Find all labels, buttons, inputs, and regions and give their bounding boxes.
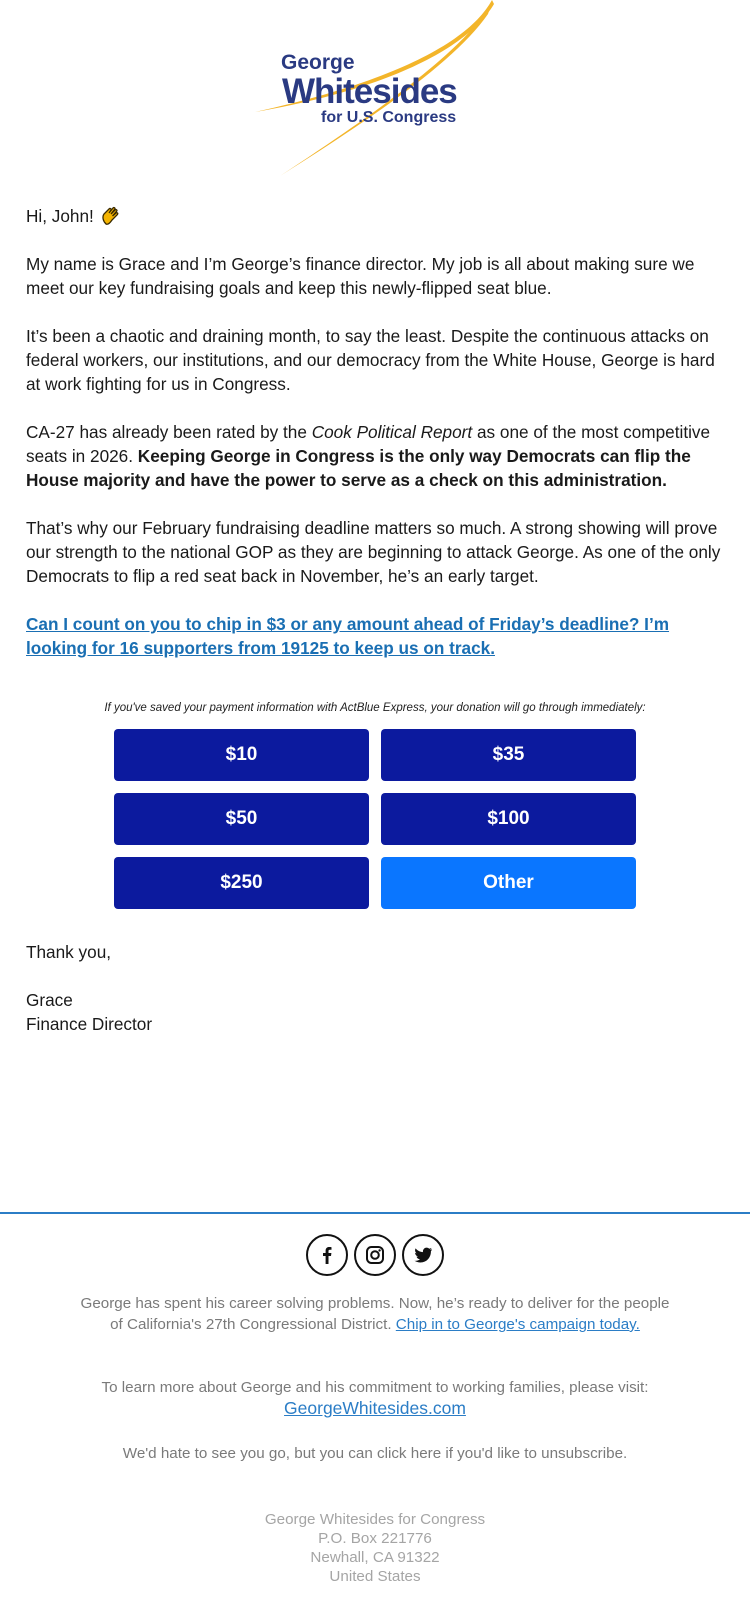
paragraph-intro: My name is Grace and I’m George’s finance director. My job is all about making sure we meet our key fundraising goals and keep this newly-flipped seat blue. xyxy=(26,254,695,298)
donate-250-button[interactable]: $250 xyxy=(114,857,369,909)
unsubscribe-text[interactable]: We'd hate to see you go, but you can click here if you'd like to unsubscribe. xyxy=(122,1445,628,1462)
cta-link[interactable]: Can I count on you to chip in $3 or any amount ahead of Friday’s deadline? I’m looking for 16 supporters from 19125 to keep us on track. xyxy=(26,614,670,658)
email-body xyxy=(26,204,726,684)
footer-learn-text: To learn more about George and his commitment to working families, please visit: xyxy=(101,1379,649,1396)
signoff-thanks: Thank you, xyxy=(26,942,112,962)
logo-line-whitesides: Whitesides xyxy=(282,72,457,111)
instagram-icon[interactable] xyxy=(354,1234,396,1276)
logo-line-george: George xyxy=(281,51,355,74)
address-line-country: United States xyxy=(329,1568,421,1585)
signoff-title: Finance Director xyxy=(26,1014,153,1034)
signoff-name: Grace xyxy=(26,990,73,1010)
paragraph-deadline: That’s why our February fundraising deadline matters so much. A strong showing will prove our strength to the national GOP as they are beginning to attack George. As one of the only Democrats to flip a red seat back in November, he’s an early target. xyxy=(26,518,721,586)
social-links xyxy=(0,1234,750,1276)
footer-learn-more xyxy=(80,1377,670,1420)
paragraph-ratings xyxy=(26,420,726,492)
footer-bio xyxy=(80,1293,670,1335)
ratings-publication: Cook Political Report xyxy=(311,422,473,442)
footer-bio-text: George has spent his career solving problems. Now, he’s ready to deliver for the people of California's 27th Congressional District. xyxy=(80,1295,670,1333)
twitter-icon[interactable] xyxy=(402,1234,444,1276)
website-link[interactable]: GeorgeWhitesides.com xyxy=(284,1398,466,1418)
ratings-bold-text: Keeping George in Congress is the only way Democrats can flip the House majority and have the power to serve as a check on this administration. xyxy=(26,446,691,490)
address-line-org: George Whitesides for Congress xyxy=(264,1511,486,1528)
chip-in-link[interactable]: Chip in to George's campaign today. xyxy=(395,1316,640,1333)
greeting-text: Hi, John! xyxy=(26,206,94,226)
ratings-text-b: as one of the most competitive seats in 2026. xyxy=(26,422,711,466)
facebook-icon[interactable] xyxy=(306,1234,348,1276)
donate-other-button[interactable]: Other xyxy=(381,857,636,909)
paragraph-context: It’s been a chaotic and draining month, to say the least. Despite the continuous attacks on federal workers, our institutions, and our democracy from the White House, George is hard at work fighting for us in Congress. xyxy=(26,326,715,394)
footer-divider xyxy=(0,1212,750,1214)
donate-35-button[interactable]: $35 xyxy=(381,729,636,781)
logo-line-congress: for U.S. Congress xyxy=(321,109,457,126)
campaign-logo[interactable] xyxy=(0,0,750,190)
donate-50-button[interactable]: $50 xyxy=(114,793,369,845)
ratings-text-a: CA-27 has already been rated by the xyxy=(26,422,312,442)
actblue-express-note: If you've saved your payment information with ActBlue Express, your donation will go through immediately: xyxy=(104,702,646,714)
signoff xyxy=(26,940,152,1036)
cta-paragraph xyxy=(26,612,726,660)
address-line-pobox: P.O. Box 221776 xyxy=(318,1530,432,1547)
donate-100-button[interactable]: $100 xyxy=(381,793,636,845)
waving-hand-icon xyxy=(100,205,122,227)
email-header xyxy=(0,0,750,190)
mailing-address xyxy=(0,1510,750,1586)
donate-10-button[interactable]: $10 xyxy=(114,729,369,781)
greeting xyxy=(26,204,726,228)
address-line-city: Newhall, CA 91322 xyxy=(310,1549,440,1566)
